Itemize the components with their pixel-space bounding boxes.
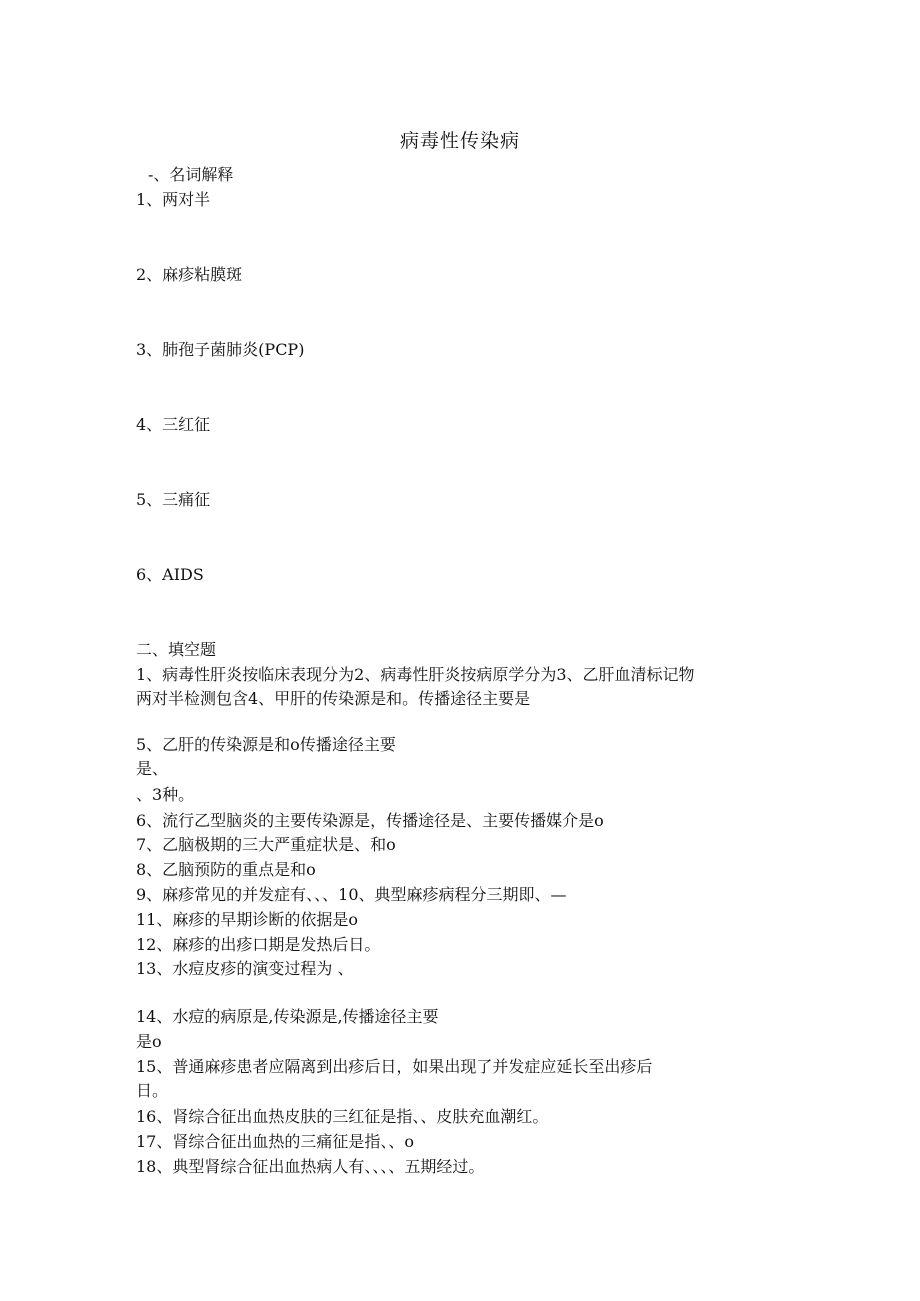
question-line: 6、流行乙型脑炎的主要传染源是，传播途径是、主要传播媒介是o xyxy=(136,811,604,830)
question-line: 是o xyxy=(136,1032,162,1051)
question-line: 8、乙脑预防的重点是和o xyxy=(136,860,316,879)
question-line: 14、水痘的病原是,传染源是,传播途径主要 xyxy=(136,1007,439,1026)
question-line: 13、水痘皮疹的演变过程为 、 xyxy=(136,959,354,978)
term-item: 5、三痛征 xyxy=(136,490,211,509)
question-line: 9、麻疹常见的并发症有、、、10、典型麻疹病程分三期即、— xyxy=(136,885,567,904)
section-heading-fill-in: 二、填空题 xyxy=(136,640,217,659)
question-line: 1、病毒性肝炎按临床表现分为2、病毒性肝炎按病原学分为3、乙肝血清标记物 xyxy=(136,665,695,684)
question-line: 18、典型肾综合征出血热病人有、、、、五期经过。 xyxy=(136,1157,485,1176)
section-heading-terms: -、名词解释 xyxy=(148,165,234,184)
question-line: 两对半检测包含4、甲肝的传染源是和。传播途径主要是 xyxy=(136,689,531,708)
document-title: 病毒性传染病 xyxy=(399,130,520,152)
term-item: 2、麻疹粘膜斑 xyxy=(136,265,243,284)
term-item: 1、两对半 xyxy=(136,190,211,209)
question-line: 17、肾综合征出血热的三痛征是指、、o xyxy=(136,1132,414,1151)
term-item: 4、三红征 xyxy=(136,415,211,434)
question-line: 12、麻疹的出疹口期是发热后日。 xyxy=(136,935,381,954)
question-line: 日。 xyxy=(136,1081,169,1100)
question-line: 16、肾综合征出血热皮肤的三红征是指、、皮肤充血潮红。 xyxy=(136,1107,549,1126)
question-line: 11、麻疹的早期诊断的依据是o xyxy=(136,910,358,929)
term-item: 6、AIDS xyxy=(136,565,204,584)
question-line: 、3种。 xyxy=(136,785,195,804)
question-line: 15、普通麻疹患者应隔离到出疹后日，如果出现了并发症应延长至出疹后 xyxy=(136,1057,653,1076)
question-line: 是、 xyxy=(136,759,169,778)
term-item: 3、肺孢子菌肺炎(PCP) xyxy=(136,340,305,359)
question-line: 7、乙脑极期的三大严重症状是、和o xyxy=(136,835,396,854)
question-line: 5、乙肝的传染源是和o传播途径主要 xyxy=(136,735,396,754)
